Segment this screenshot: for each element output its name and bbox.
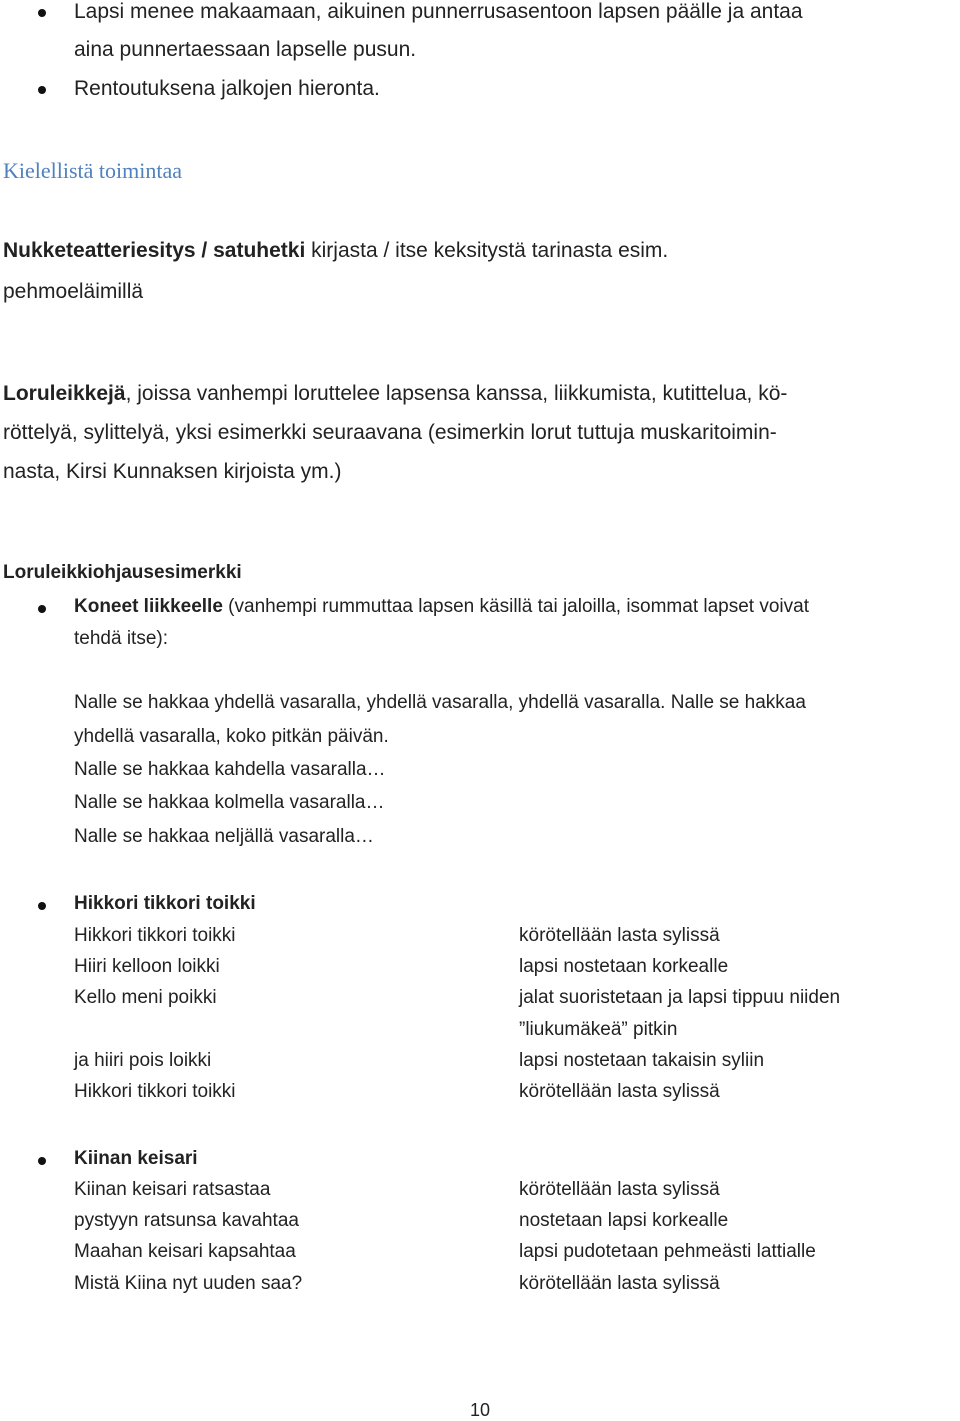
verse-action: körötellään lasta sylissä xyxy=(519,925,720,946)
verse-line: Kiinan keisari ratsastaa xyxy=(74,1179,271,1200)
bullet-icon xyxy=(38,902,46,910)
rhyme-title: Koneet liikkeelle xyxy=(74,596,223,617)
bullet-icon xyxy=(38,605,46,613)
verse-action: körötellään lasta sylissä xyxy=(519,1179,720,1200)
verse-action: ”liukumäkeä” pitkin xyxy=(519,1019,678,1040)
verse-action: lapsi nostetaan takaisin syliin xyxy=(519,1050,765,1071)
verse-action: lapsi nostetaan korkealle xyxy=(519,956,729,977)
rhyme-description: (vanhempi rummuttaa lapsen käsillä tai jaloilla, isommat lapset voivat xyxy=(222,596,809,617)
paragraph-text-continuation: röttelyä, sylittelyä, yksi esimerkki seuraavana (esimerkin lorut tuttuja muskaritoimin- xyxy=(3,421,777,444)
bullet-text: Rentoutuksena jalkojen hieronta. xyxy=(74,77,380,100)
verse-line: pystyyn ratsunsa kavahtaa xyxy=(74,1210,299,1231)
paragraph-puppet-theatre xyxy=(3,239,668,263)
paragraph-text-continuation: nasta, Kirsi Kunnaksen kirjoista ym.) xyxy=(3,460,342,483)
section-heading: Kielellistä toimintaa xyxy=(3,158,183,183)
verse-line: Nalle se hakkaa kolmella vasaralla… xyxy=(74,792,385,813)
page-number: 10 xyxy=(469,1400,491,1420)
verse-line: Nalle se hakkaa neljällä vasaralla… xyxy=(74,826,374,847)
rhyme-machines xyxy=(74,596,809,618)
verse-line: Kello meni poikki xyxy=(74,987,217,1008)
bullet-text: Lapsi menee makaamaan, aikuinen punnerrusasentoon lapsen päälle ja antaa xyxy=(74,0,803,23)
verse-action: körötellään lasta sylissä xyxy=(519,1081,720,1102)
bullet-icon xyxy=(38,1157,46,1165)
verse-line: Hiiri kelloon loikki xyxy=(74,956,220,977)
verse-action: jalat suoristetaan ja lapsi tippuu niiden xyxy=(519,987,841,1008)
verse-line: Hikkori tikkori toikki xyxy=(74,925,236,946)
verse-action: lapsi pudotetaan pehmeästi lattialle xyxy=(519,1241,816,1262)
verse-line: Nalle se hakkaa yhdellä vasaralla, yhdellä vasaralla, yhdellä vasaralla. Nalle se hakkaa xyxy=(74,692,806,713)
paragraph-text: kirjasta / itse keksitystä tarinasta esim. xyxy=(305,239,669,262)
verse-line: Mistä Kiina nyt uuden saa? xyxy=(74,1273,303,1294)
verse-line: Maahan keisari kapsahtaa xyxy=(74,1241,296,1262)
rhyme-title: Kiinan keisari xyxy=(74,1148,198,1169)
bullet-text-continuation: aina punnertaessaan lapselle pusun. xyxy=(74,38,417,61)
bullet-icon xyxy=(38,9,46,17)
rhyme-description-continuation: tehdä itse): xyxy=(74,628,168,649)
verse-action: nostetaan lapsi korkealle xyxy=(519,1210,729,1231)
verse-line: Nalle se hakkaa kahdella vasaralla… xyxy=(74,759,386,780)
paragraph-bold-lead: Loruleikkejä xyxy=(3,382,126,405)
verse-line: ja hiiri pois loikki xyxy=(74,1050,212,1071)
rhyme-title: Hikkori tikkori toikki xyxy=(74,893,256,914)
example-heading: Loruleikkiohjausesimerkki xyxy=(3,562,242,583)
paragraph-text-continuation: pehmoeläimillä xyxy=(3,280,144,303)
verse-line: Hikkori tikkori toikki xyxy=(74,1081,236,1102)
paragraph-text: , joissa vanhempi loruttelee lapsensa kanssa, liikkumista, kutittelua, kö- xyxy=(125,382,788,405)
verse-action: körötellään lasta sylissä xyxy=(519,1273,720,1294)
paragraph-rhymes xyxy=(3,382,787,406)
verse-line: yhdellä vasaralla, koko pitkän päivän. xyxy=(74,726,389,747)
bullet-icon xyxy=(38,86,46,94)
paragraph-bold-lead: Nukketeatteriesitys / satuhetki xyxy=(3,239,306,262)
